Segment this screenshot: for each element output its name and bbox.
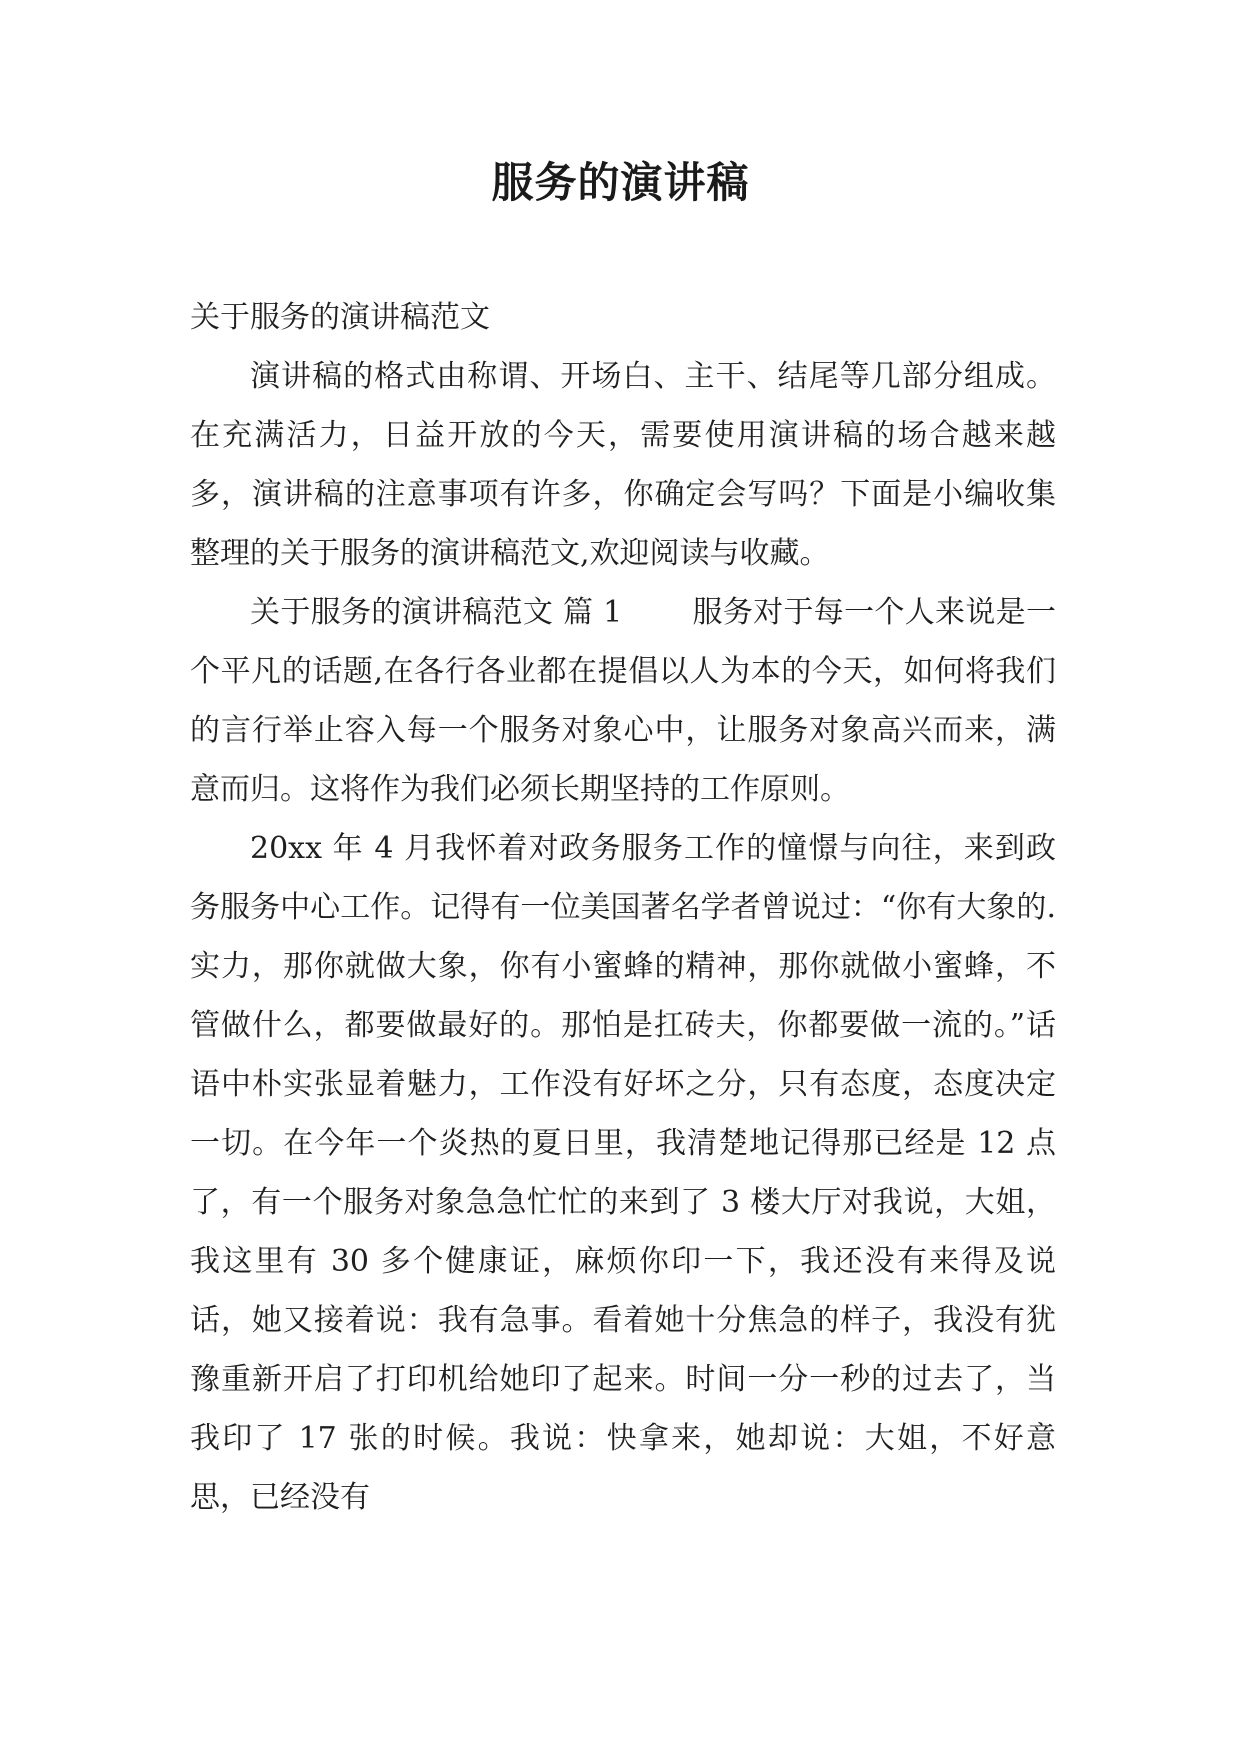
document-title: 服务的演讲稿 — [491, 158, 750, 207]
section-2-paragraph: 20xx 年 4 月我怀着对政务服务工作的憧憬与向往，来到政务服务中心工作。记得有一位美国著名学者曾说过：“你有大象的.实力，那你就做大象，你有小蜜蜂的精神，那你就做小蜜蜂，不管做什么，都要做最好的。那怕是扛砖夫，你都要做一流的。”话语中朴实张显着魅力，工作没有好坏之分，只有态度，态度决定一切。在今年一个炎热的夏日里，我清楚地记得那已经是 12 点了，有一个服务对象急急忙忙的来到了 3 楼大厅对我说，大姐，我这里有 30 多个健康证，麻烦你印一下，我还没有来得及说话，她又接着说：我有急事。看着她十分焦急的样子，我没有犹豫重新开启了打印机给她印了起来。时间一分一秒的过去了，当我印了 17 张的时候。我说：快拿来，她却说：大姐，不好意思，已经没有 — [190, 831, 1056, 1515]
section-heading: 关于服务的演讲稿范文 篇 1 — [250, 595, 623, 630]
section-1-text: 服务对于每一个人来说是一个平凡的话题,在各行各业都在提倡以人为本的今天，如何将我们的言行举止容入每一个服务对象心中，让服务对象高兴而来，满意而归。这将作为我们必须长期坚持的工作原则。 — [190, 595, 1056, 807]
section-1-paragraph — [190, 583, 1056, 819]
document-body — [190, 288, 1056, 1527]
intro-paragraph: 演讲稿的格式由称谓、开场白、主干、结尾等几部分组成。在充满活力，日益开放的今天，需要使用演讲稿的场合越来越多，演讲稿的注意事项有许多，你确定会写吗？下面是小编收集整理的关于服务的演讲稿范文,欢迎阅读与收藏。 — [190, 359, 1056, 571]
document-subtitle: 关于服务的演讲稿范文 — [190, 300, 490, 335]
